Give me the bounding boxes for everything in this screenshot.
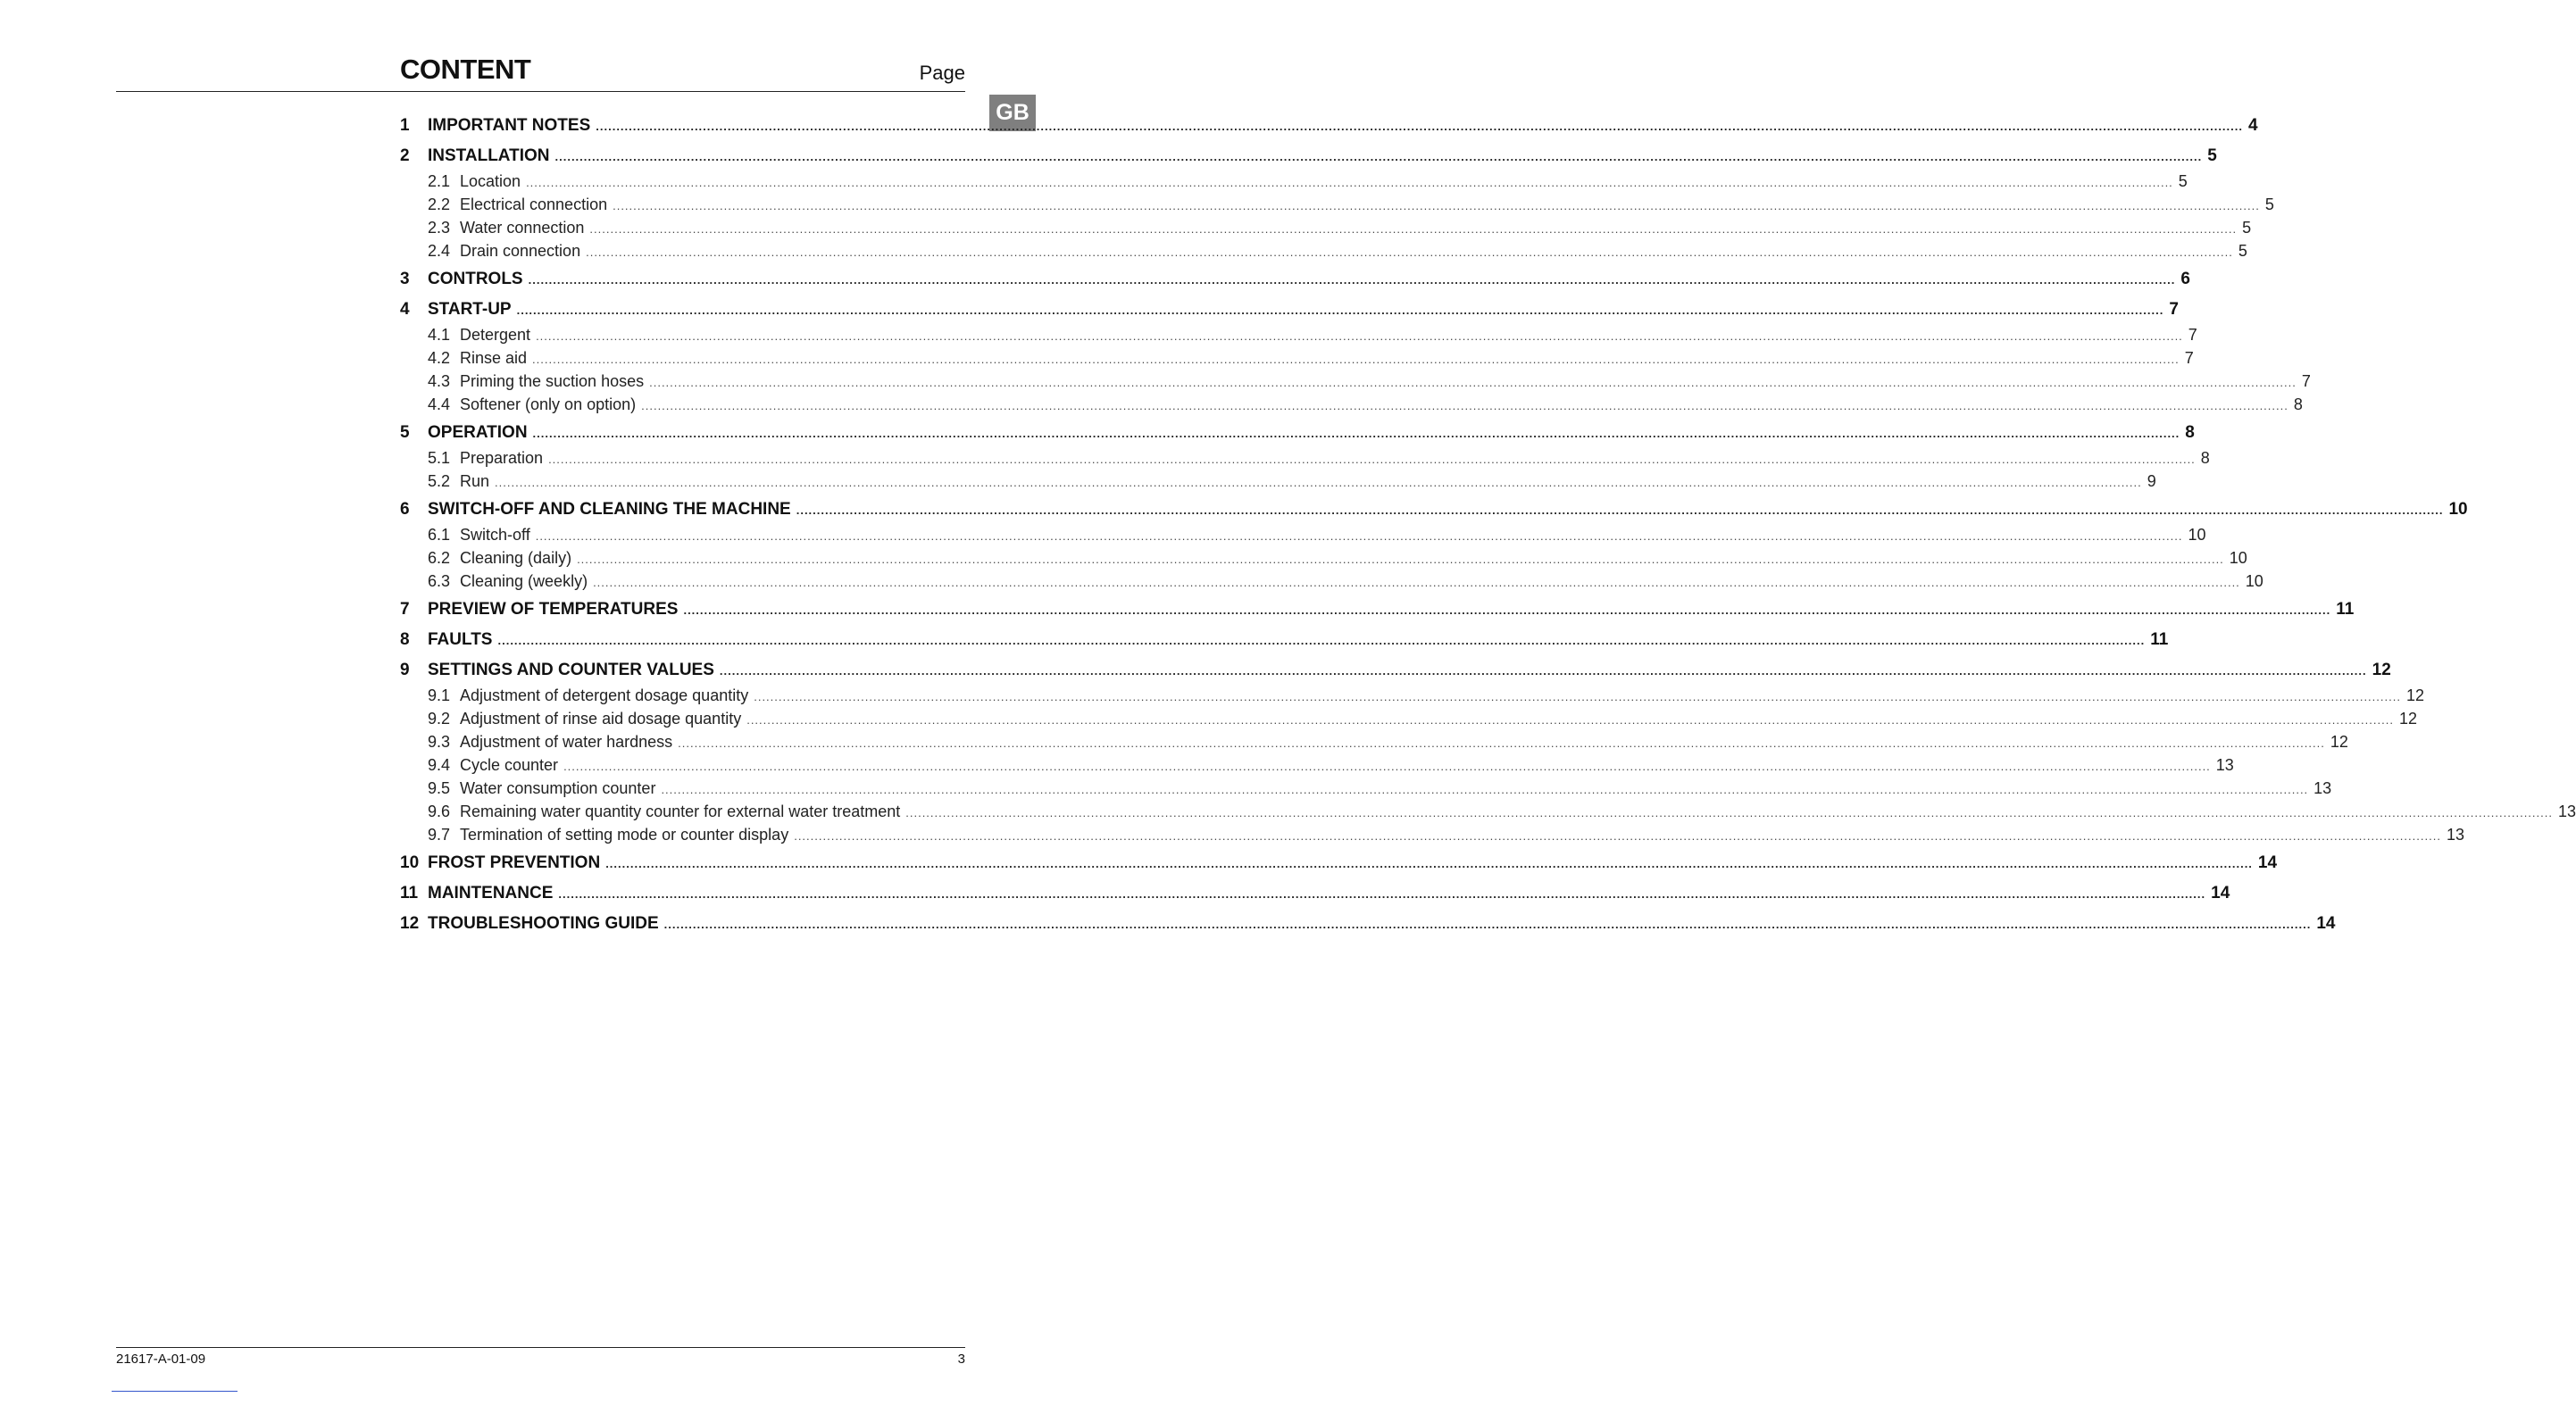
toc-entry-page: 4 <box>2248 116 2258 135</box>
toc-subentry[interactable] <box>400 570 2263 593</box>
toc-subentry[interactable] <box>400 753 2234 777</box>
toc-subentry-number: 2.2 <box>428 195 451 213</box>
toc-subentry-page: 5 <box>2242 219 2252 237</box>
toc-entry-page: 7 <box>2169 300 2179 319</box>
leader-dots: ................................................................................................................................................................................................................................................................................................................................................................................................................ <box>593 576 2240 589</box>
toc-subentry[interactable] <box>400 546 2247 570</box>
toc-subentry-page: 10 <box>2188 526 2206 544</box>
toc-entry-number: 8 <box>400 630 410 649</box>
toc-subentry-title: Adjustment of detergent dosage quantity <box>460 686 749 704</box>
toc-entry-page: 5 <box>2207 146 2217 165</box>
toc-entry-title: FROST PREVENTION <box>428 853 601 872</box>
leader-dots: ................................................................................................................................................................................................................................................................................................................................................................................................................ <box>596 120 2243 133</box>
toc-subentry[interactable] <box>400 470 2156 493</box>
toc-chapter <box>400 627 2169 653</box>
toc-subentry-page: 12 <box>2405 686 2424 704</box>
leader-dots: ................................................................................................................................................................................................................................................................................................................................................................................................................ <box>663 918 2312 931</box>
toc-entry[interactable] <box>400 420 2195 446</box>
leader-dots: ................................................................................................................................................................................................................................................................................................................................................................................................................ <box>678 736 2325 750</box>
toc-subentry-number: 2.4 <box>428 242 451 260</box>
language-badge: GB <box>989 95 1036 131</box>
toc-subentry-number: 9.1 <box>428 686 451 704</box>
leader-dots: ................................................................................................................................................................................................................................................................................................................................................................................................................ <box>495 476 2142 489</box>
toc-subentry-title: Location <box>460 172 521 190</box>
toc-subentry-page: 12 <box>2330 733 2348 751</box>
toc-subentry-page: 10 <box>2229 549 2247 567</box>
toc-subentry-title: Cleaning (weekly) <box>460 572 588 590</box>
toc-subentry-number: 9.5 <box>428 779 451 797</box>
toc-chapter <box>400 850 2278 877</box>
toc-entry-number: 6 <box>400 500 410 519</box>
toc-subentry-number: 9.2 <box>428 710 451 728</box>
toc-subentry-page: 13 <box>2446 826 2464 844</box>
toc-subentry-title: Adjustment of rinse aid dosage quantity <box>460 710 742 728</box>
leader-dots: ................................................................................................................................................................................................................................................................................................................................................................................................................ <box>532 427 2180 440</box>
document-code: 21617-A-01-09 <box>116 1352 206 1367</box>
toc-subentry[interactable] <box>400 800 2576 823</box>
toc-entry-title: SETTINGS AND COUNTER VALUES <box>428 661 714 679</box>
toc-subentry-page: 10 <box>2245 572 2263 590</box>
toc-subentry[interactable] <box>400 193 2274 216</box>
toc-subentry-number: 2.3 <box>428 219 451 237</box>
toc-subentry-page: 7 <box>2188 326 2197 344</box>
toc-subentry[interactable] <box>400 446 2210 470</box>
toc-subentry[interactable] <box>400 730 2348 753</box>
toc-entry-title: START-UP <box>428 300 512 319</box>
toc-subentry-page: 7 <box>2301 372 2311 390</box>
toc-entry-title: PREVIEW OF TEMPERATURES <box>428 600 679 619</box>
toc-subentry-title: Detergent <box>460 326 531 344</box>
leader-dots: ................................................................................................................................................................................................................................................................................................................................................................................................................ <box>586 245 2233 259</box>
toc-subentry-number: 6.2 <box>428 549 451 567</box>
toc-entry-title: IMPORTANT NOTES <box>428 116 591 135</box>
toc-subentry-number: 6.1 <box>428 526 451 544</box>
toc-subentry-number: 4.1 <box>428 326 451 344</box>
leader-dots: ................................................................................................................................................................................................................................................................................................................................................................................................................ <box>649 376 2297 389</box>
toc-subentry[interactable] <box>400 346 2194 370</box>
toc-entry-title: OPERATION <box>428 423 528 442</box>
toc-subentry-number: 5.2 <box>428 472 451 490</box>
leader-dots: ................................................................................................................................................................................................................................................................................................................................................................................................................ <box>554 150 2203 163</box>
leader-dots: ................................................................................................................................................................................................................................................................................................................................................................................................................ <box>613 199 2260 212</box>
toc-chapter <box>400 496 2468 593</box>
leader-dots: ................................................................................................................................................................................................................................................................................................................................................................................................................ <box>661 783 2309 796</box>
toc-entry[interactable] <box>400 850 2278 877</box>
toc-entry[interactable] <box>400 496 2468 523</box>
leader-dots: ................................................................................................................................................................................................................................................................................................................................................................................................................ <box>497 634 2146 647</box>
toc-entry-number: 5 <box>400 423 410 442</box>
toc-subentry-title: Switch-off <box>460 526 530 544</box>
toc-subentry-title: Priming the suction hoses <box>460 372 645 390</box>
toc-subentry-title: Rinse aid <box>460 349 528 367</box>
toc-subentry-number: 9.4 <box>428 756 451 774</box>
toc-subentry-title: Cycle counter <box>460 756 559 774</box>
toc-subentry[interactable] <box>400 523 2206 546</box>
toc-subentry-page: 5 <box>2264 195 2274 213</box>
leader-dots: ................................................................................................................................................................................................................................................................................................................................................................................................................ <box>641 399 2288 412</box>
toc-subentry-page: 5 <box>2178 172 2188 190</box>
toc-subentry-page: 9 <box>2147 472 2156 490</box>
toc-subentry[interactable] <box>400 684 2424 707</box>
toc-entry-number: 9 <box>400 661 410 679</box>
leader-dots: ................................................................................................................................................................................................................................................................................................................................................................................................................ <box>536 329 2183 343</box>
toc-entry-page: 11 <box>2150 630 2169 649</box>
toc-entry[interactable] <box>400 143 2217 170</box>
toc-entry-number: 4 <box>400 300 410 319</box>
toc-subentry-title: Softener (only on option) <box>460 395 637 413</box>
leader-dots: ................................................................................................................................................................................................................................................................................................................................................................................................................ <box>746 713 2394 727</box>
leader-dots: ................................................................................................................................................................................................................................................................................................................................................................................................................ <box>683 603 2331 617</box>
leader-dots: ................................................................................................................................................................................................................................................................................................................................................................................................................ <box>548 453 2196 466</box>
toc-subentry[interactable] <box>400 216 2252 239</box>
toc-subentry-page: 7 <box>2184 349 2194 367</box>
toc-entry-title: MAINTENANCE <box>428 884 554 902</box>
toc-subentry[interactable] <box>400 777 2332 800</box>
toc-entry-number: 10 <box>400 853 420 872</box>
toc-subentry-number: 9.7 <box>428 826 451 844</box>
toc-entry-title: CONTROLS <box>428 270 523 288</box>
toc-chapter <box>400 657 2576 846</box>
toc-entry-number: 1 <box>400 116 410 135</box>
leader-dots: ................................................................................................................................................................................................................................................................................................................................................................................................................ <box>516 304 2164 317</box>
toc-subentry-page: 13 <box>2313 779 2332 797</box>
toc-subentry-title: Run <box>460 472 490 490</box>
leader-dots: ................................................................................................................................................................................................................................................................................................................................................................................................................ <box>577 553 2224 566</box>
toc-subentry-number: 4.2 <box>428 349 451 367</box>
toc-subentry-number: 5.1 <box>428 449 451 467</box>
toc-entry-title: INSTALLATION <box>428 146 550 165</box>
toc-subentry-title: Electrical connection <box>460 195 608 213</box>
toc-subentry-page: 5 <box>2238 242 2247 260</box>
toc-subentry-page: 12 <box>2398 710 2417 728</box>
toc-subentry[interactable] <box>400 370 2311 393</box>
toc-entry[interactable] <box>400 596 2355 623</box>
toc-subentry-title: Termination of setting mode or counter display <box>460 826 789 844</box>
leader-dots: ................................................................................................................................................................................................................................................................................................................................................................................................................ <box>532 353 2180 366</box>
toc-entry-page: 8 <box>2185 423 2195 442</box>
toc-entry-page: 14 <box>2211 884 2230 902</box>
toc-chapter <box>400 596 2355 623</box>
toc-entry-title: SWITCH-OFF AND CLEANING THE MACHINE <box>428 500 791 519</box>
toc-chapter <box>400 143 2274 262</box>
leader-dots: ................................................................................................................................................................................................................................................................................................................................................................................................................ <box>526 176 2173 189</box>
leader-dots: ................................................................................................................................................................................................................................................................................................................................................................................................................ <box>719 664 2367 678</box>
link-underline <box>112 1391 238 1392</box>
leader-dots: ................................................................................................................................................................................................................................................................................................................................................................................................................ <box>754 690 2401 703</box>
leader-dots: ................................................................................................................................................................................................................................................................................................................................................................................................................ <box>528 273 2176 287</box>
leader-dots: ................................................................................................................................................................................................................................................................................................................................................................................................................ <box>796 503 2444 517</box>
toc-subentry-page: 8 <box>2200 449 2210 467</box>
page-title: CONTENT <box>400 54 531 85</box>
toc-subentry-title: Adjustment of water hardness <box>460 733 673 751</box>
leader-dots: ................................................................................................................................................................................................................................................................................................................................................................................................................ <box>558 887 2206 901</box>
toc-subentry[interactable] <box>400 707 2417 730</box>
toc-chapter <box>400 266 2190 293</box>
toc-entry-title: FAULTS <box>428 630 493 649</box>
leader-dots: ................................................................................................................................................................................................................................................................................................................................................................................................................ <box>794 829 2441 843</box>
leader-dots: ................................................................................................................................................................................................................................................................................................................................................................................................................ <box>563 760 2211 773</box>
footer-page-number: 3 <box>957 1352 965 1367</box>
toc-entry[interactable] <box>400 627 2169 653</box>
leader-dots: ................................................................................................................................................................................................................................................................................................................................................................................................................ <box>535 529 2183 543</box>
toc-subentry-number: 4.3 <box>428 372 451 390</box>
toc-entry-page: 10 <box>2448 500 2468 519</box>
toc-entry-page: 12 <box>2372 661 2391 679</box>
toc-entry-title: TROUBLESHOOTING GUIDE <box>428 914 659 933</box>
toc-subentry-title: Drain connection <box>460 242 581 260</box>
page-column-label: Page <box>919 62 965 84</box>
toc-subentry[interactable] <box>400 323 2197 346</box>
toc-entry[interactable] <box>400 880 2230 907</box>
toc-subentry-title: Water connection <box>460 219 585 237</box>
toc-chapter <box>400 880 2230 907</box>
toc-entry-number: 7 <box>400 600 410 619</box>
leader-dots: ................................................................................................................................................................................................................................................................................................................................................................................................................ <box>589 222 2238 236</box>
toc-subentry[interactable] <box>400 393 2303 416</box>
toc-subentry-title: Preparation <box>460 449 544 467</box>
toc-chapter <box>400 911 2336 937</box>
toc-entry-page: 14 <box>2257 853 2278 872</box>
toc-chapter <box>400 296 2311 416</box>
toc-entry-number: 2 <box>400 146 410 165</box>
toc-entry[interactable] <box>400 911 2336 937</box>
toc-subentry-number: 4.4 <box>428 395 451 413</box>
header-divider <box>116 91 965 92</box>
toc-entry-number: 3 <box>400 270 410 288</box>
toc-entry-number: 12 <box>400 914 420 933</box>
toc-entry-page: 11 <box>2336 600 2355 619</box>
toc-subentry[interactable] <box>400 823 2464 846</box>
toc-subentry-number: 2.1 <box>428 172 451 190</box>
toc-subentry-title: Cleaning (daily) <box>460 549 572 567</box>
toc-subentry-page: 13 <box>2557 803 2576 820</box>
toc-chapter <box>400 420 2210 493</box>
toc-entry-page: 14 <box>2316 914 2336 933</box>
toc-subentry-title: Remaining water quantity counter for external water treatment <box>460 803 901 820</box>
toc-subentry-number: 6.3 <box>428 572 451 590</box>
toc-entry[interactable] <box>400 266 2190 293</box>
toc-subentry-number: 9.3 <box>428 733 451 751</box>
toc-subentry[interactable] <box>400 239 2247 262</box>
toc-subentry[interactable] <box>400 170 2188 193</box>
toc-entry[interactable] <box>400 657 2391 684</box>
toc-subentry-title: Water consumption counter <box>460 779 656 797</box>
toc-subentry-page: 13 <box>2215 756 2234 774</box>
toc-subentry-number: 9.6 <box>428 803 451 820</box>
leader-dots: ................................................................................................................................................................................................................................................................................................................................................................................................................ <box>605 857 2253 870</box>
leader-dots: ................................................................................................................................................................................................................................................................................................................................................................................................................ <box>905 806 2553 819</box>
footer-divider <box>116 1347 965 1348</box>
toc-entry[interactable] <box>400 296 2179 323</box>
toc-entry-page: 6 <box>2180 270 2190 288</box>
toc-entry-number: 11 <box>400 884 419 902</box>
toc-subentry-page: 8 <box>2293 395 2303 413</box>
